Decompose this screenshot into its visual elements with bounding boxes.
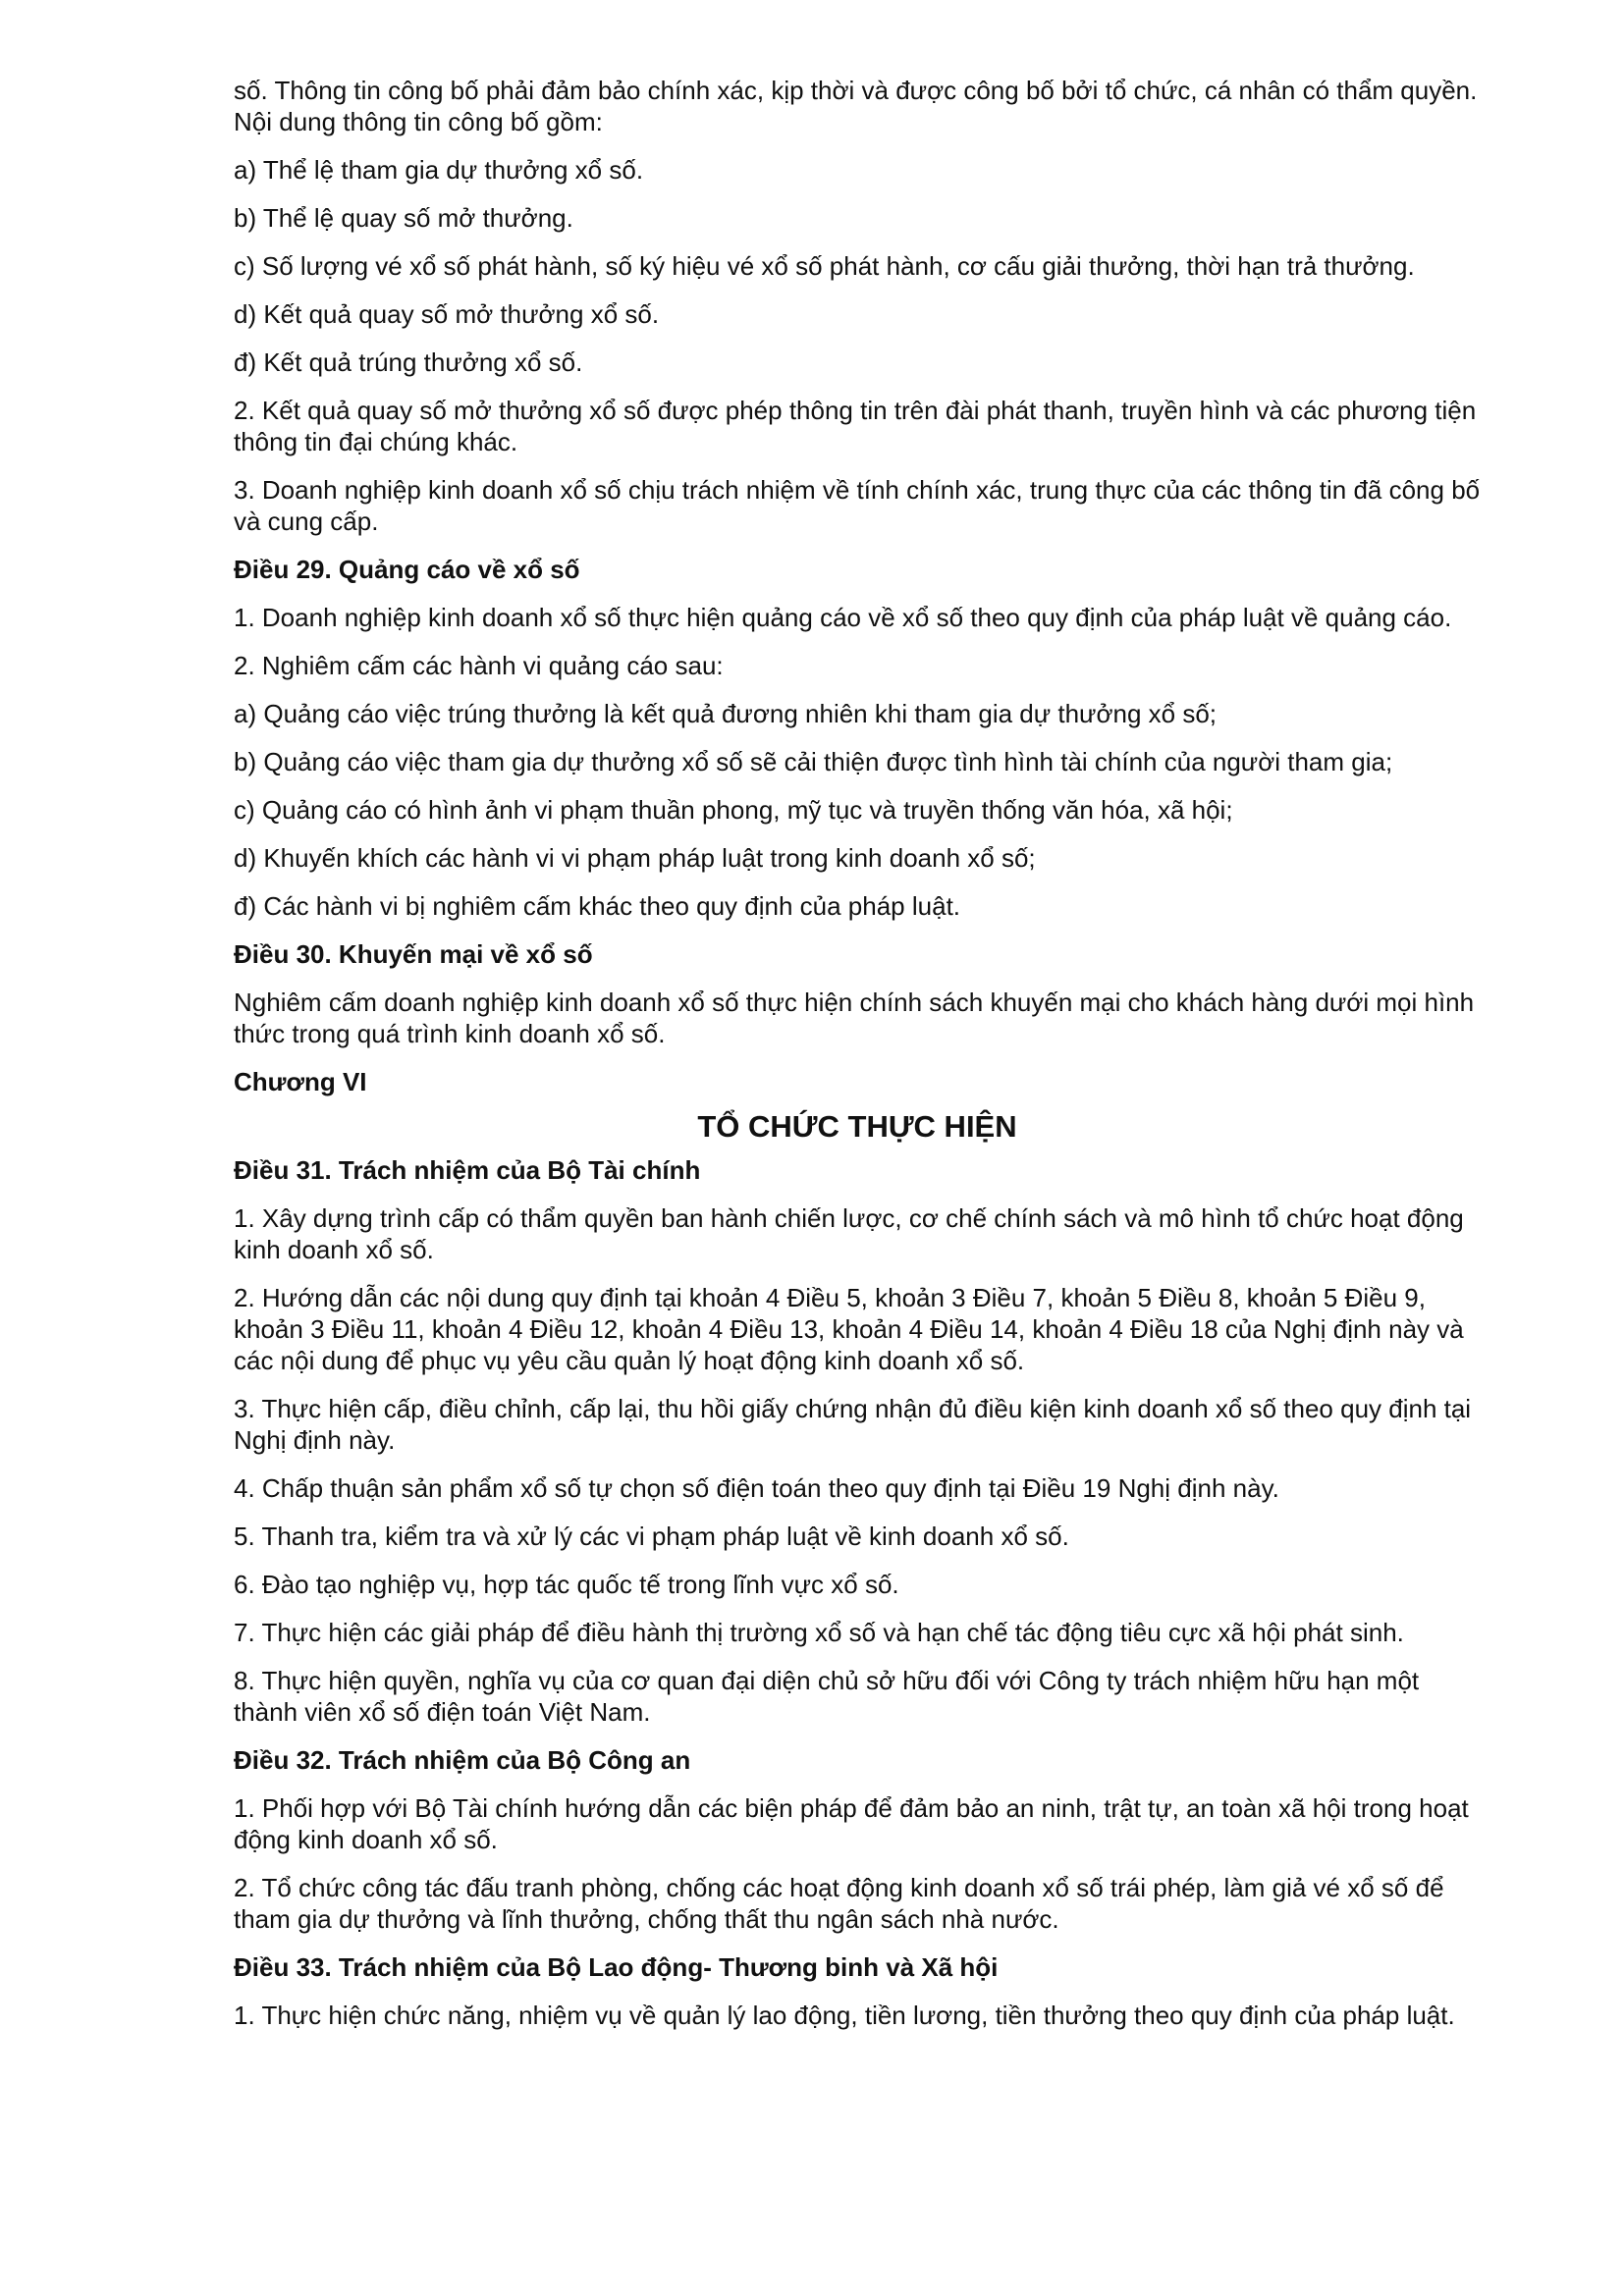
- chapter-label: Chương VI: [234, 1067, 367, 1096]
- intro-item: b) Thể lệ quay số mở thưởng.: [234, 203, 573, 233]
- article-31-paragraph: 4. Chấp thuận sản phẩm xổ số tự chọn số điện toán theo quy định tại Điều 19 Nghị định này.: [234, 1473, 1279, 1503]
- intro-item: d) Kết quả quay số mở thưởng xổ số.: [234, 299, 660, 329]
- article-31-paragraph: 7. Thực hiện các giải pháp để điều hành thị trường xổ số và hạn chế tác động tiêu cực xã hội phát sinh.: [234, 1618, 1404, 1647]
- article-29-paragraph: b) Quảng cáo việc tham gia dự thưởng xổ số sẽ cải thiện được tình hình tài chính của người tham gia;: [234, 747, 1393, 776]
- article-31-heading: Điều 31. Trách nhiệm của Bộ Tài chính: [234, 1155, 701, 1185]
- intro-item: c) Số lượng vé xổ số phát hành, số ký hiệu vé xổ số phát hành, cơ cấu giải thưởng, thời hạn trả thưởng.: [234, 251, 1415, 281]
- article-31-paragraph: 2. Hướng dẫn các nội dung quy định tại khoản 4 Điều 5, khoản 3 Điều 7, khoản 5 Điều 8, khoản 5 Điều 9, khoản 3 Điều 11, khoản 4 Điều 12, khoản 4 Điều 13, khoản 4 Điều 14, khoản 4 Điều 18 của Nghị định này và các nội dung để phục vụ yêu cầu quản lý hoạt động kinh doanh xổ số.: [234, 1283, 1464, 1375]
- article-30-heading: Điều 30. Khuyến mại về xổ số: [234, 939, 593, 969]
- intro-item: đ) Kết quả trúng thưởng xổ số.: [234, 347, 583, 377]
- intro-item: a) Thể lệ tham gia dự thưởng xổ số.: [234, 155, 644, 185]
- article-33-heading: Điều 33. Trách nhiệm của Bộ Lao động- Thương binh và Xã hội: [234, 1952, 999, 1982]
- article-31-paragraph: 5. Thanh tra, kiểm tra và xử lý các vi phạm pháp luật về kinh doanh xổ số.: [234, 1522, 1069, 1551]
- article-29-paragraph: d) Khuyến khích các hành vi vi phạm pháp luật trong kinh doanh xổ số;: [234, 843, 1036, 873]
- article-32-paragraph: 1. Phối hợp với Bộ Tài chính hướng dẫn các biện pháp để đảm bảo an ninh, trật tự, an toàn xã hội trong hoạt động kinh doanh xổ số.: [234, 1793, 1469, 1854]
- intro-paragraph: số. Thông tin công bố phải đảm bảo chính xác, kịp thời và được công bố bởi tổ chức, cá nhân có thẩm quyền. Nội dung thông tin công bố gồm:: [234, 76, 1478, 136]
- document-body: [234, 75, 1481, 2048]
- article-29-paragraph: 2. Nghiêm cấm các hành vi quảng cáo sau:: [234, 651, 724, 680]
- article-31-paragraph: 3. Thực hiện cấp, điều chỉnh, cấp lại, thu hồi giấy chứng nhận đủ điều kiện kinh doanh xổ số theo quy định tại Nghị định này.: [234, 1394, 1472, 1455]
- article-32-paragraph: 2. Tổ chức công tác đấu tranh phòng, chống các hoạt động kinh doanh xổ số trái phép, làm giả vé xổ số để tham gia dự thưởng và lĩnh thưởng, chống thất thu ngân sách nhà nước.: [234, 1873, 1444, 1934]
- article-33-paragraph: 1. Thực hiện chức năng, nhiệm vụ về quản lý lao động, tiền lương, tiền thưởng theo quy định của pháp luật.: [234, 2001, 1455, 2030]
- article-29-heading: Điều 29. Quảng cáo về xổ số: [234, 555, 580, 584]
- article-31-paragraph: 6. Đào tạo nghiệp vụ, hợp tác quốc tế trong lĩnh vực xổ số.: [234, 1570, 899, 1599]
- article-31-paragraph: 1. Xây dựng trình cấp có thẩm quyền ban hành chiến lược, cơ chế chính sách và mô hình tổ chức hoạt động kinh doanh xổ số.: [234, 1203, 1464, 1264]
- article-31-paragraph: 8. Thực hiện quyền, nghĩa vụ của cơ quan đại diện chủ sở hữu đối với Công ty trách nhiệm hữu hạn một thành viên xổ số điện toán Việt Nam.: [234, 1666, 1420, 1727]
- article-30-paragraph: Nghiêm cấm doanh nghiệp kinh doanh xổ số thực hiện chính sách khuyến mại cho khách hàng dưới mọi hình thức trong quá trình kinh doanh xổ số.: [234, 988, 1475, 1048]
- article-32-heading: Điều 32. Trách nhiệm của Bộ Công an: [234, 1745, 691, 1775]
- article-29-paragraph: a) Quảng cáo việc trúng thưởng là kết quả đương nhiên khi tham gia dự thưởng xổ số;: [234, 699, 1218, 728]
- chapter-title: TỔ CHỨC THỰC HIỆN: [697, 1109, 1017, 1144]
- intro-item: 2. Kết quả quay số mở thưởng xổ số được phép thông tin trên đài phát thanh, truyền hình và các phương tiện thông tin đại chúng khác.: [234, 396, 1477, 456]
- intro-item: 3. Doanh nghiệp kinh doanh xổ số chịu trách nhiệm về tính chính xác, trung thực của các thông tin đã công bố và cung cấp.: [234, 475, 1481, 536]
- article-29-paragraph: c) Quảng cáo có hình ảnh vi phạm thuần phong, mỹ tục và truyền thống văn hóa, xã hội;: [234, 795, 1233, 825]
- article-29-paragraph: 1. Doanh nghiệp kinh doanh xổ số thực hiện quảng cáo về xổ số theo quy định của pháp luật về quảng cáo.: [234, 603, 1452, 632]
- article-29-paragraph: đ) Các hành vi bị nghiêm cấm khác theo quy định của pháp luật.: [234, 891, 961, 921]
